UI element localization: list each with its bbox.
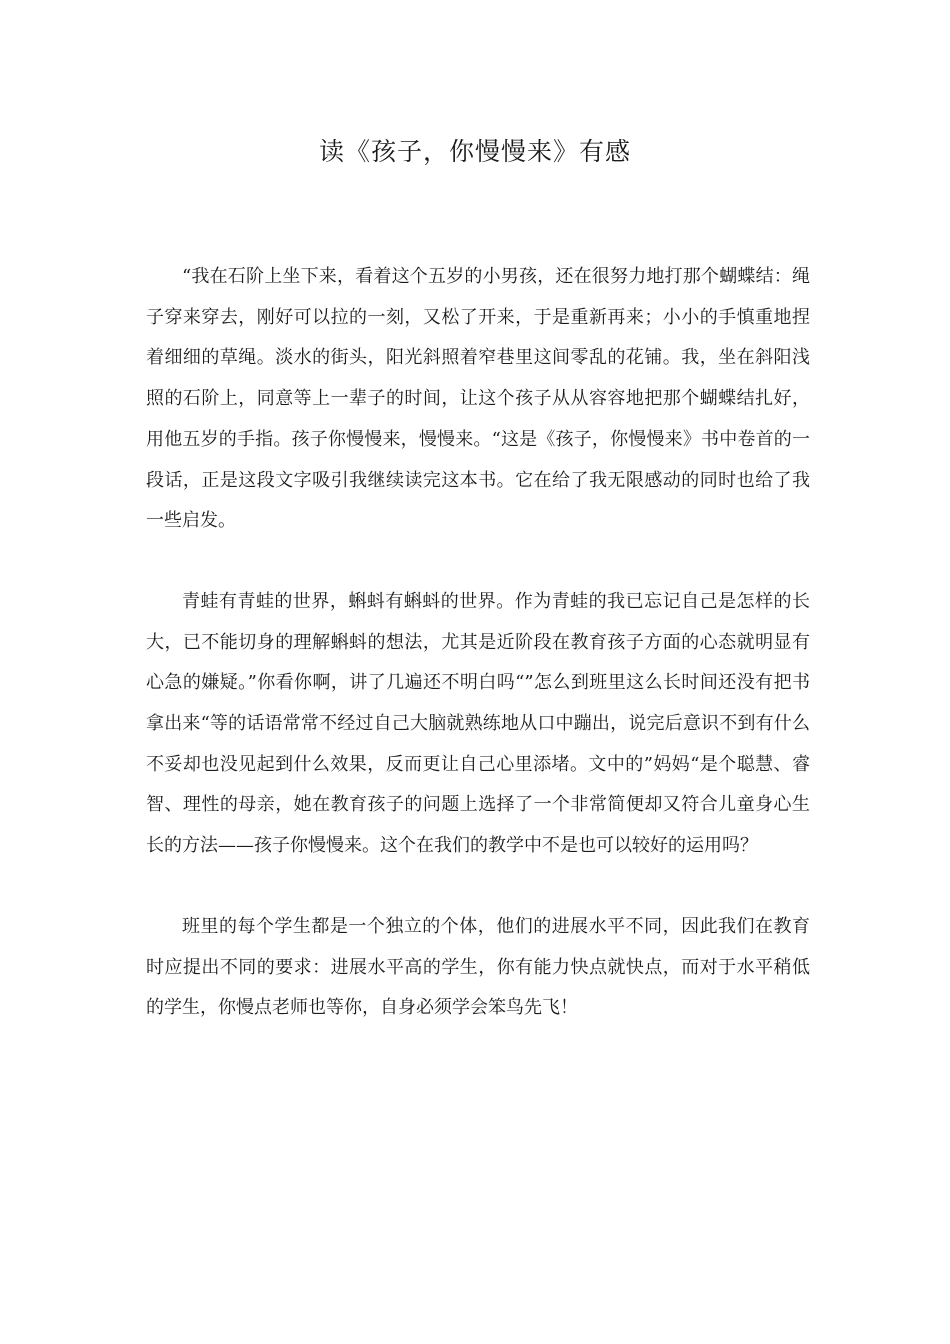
paragraph-1: “我在石阶上坐下来，看着这个五岁的小男孩，还在很努力地打那个蝴蝶结：绳子穿来穿去，刚好可以拉的一刻，又松了开来，于是重新再来；小小的手慎重地捏着细细的草绳。淡水的街头，阳光斜照着窄巷里这间零乱的花铺。我，坐在斜阳浅照的石阶上，同意等上一辈子的时间，让这个孩子从从容容地把那个蝴蝶结扎好，用他五岁的手指。孩子你慢慢来，慢慢来。“这是《孩子，你慢慢来》书中卷首的一段话，正是这段文字吸引我继续读完这本书。它在给了我无限感动的同时也给了我一些启发。 [146, 266, 810, 532]
paragraph-3: 班里的每个学生都是一个独立的个体，他们的进展水平不同，因此我们在教育时应提出不同的要求：进展水平高的学生，你有能力快点就快点，而对于水平稍低的学生，你慢点老师也等你，自身必须学会笨鸟先飞！ [146, 915, 810, 1019]
paragraph-2: 青蛙有青蛙的世界，蝌蚪有蝌蚪的世界。作为青蛙的我已忘记自己是怎样的长大，已不能切身的理解蝌蚪的想法，尤其是近阶段在教育孩子方面的心态就明显有心急的嫌疑。”你看你啊，讲了几遍还不明白吗“”怎么到班里这么长时间还没有把书拿出来“等的话语常常不经过自己大脑就熟练地从口中蹦出，说完后意识不到有什么不妥却也没见起到什么效果，反而更让自己心里添堵。文中的”妈妈“是个聪慧、睿智、理性的母亲，她在教育孩子的问题上选择了一个非常简便却又符合儿童身心生长的方法——孩子你慢慢来。这个在我们的教学中不是也可以较好的运用吗？ [146, 590, 810, 857]
document-title: 读《孩子，你慢慢来》有感 [318, 137, 631, 166]
document-body [146, 257, 810, 1029]
